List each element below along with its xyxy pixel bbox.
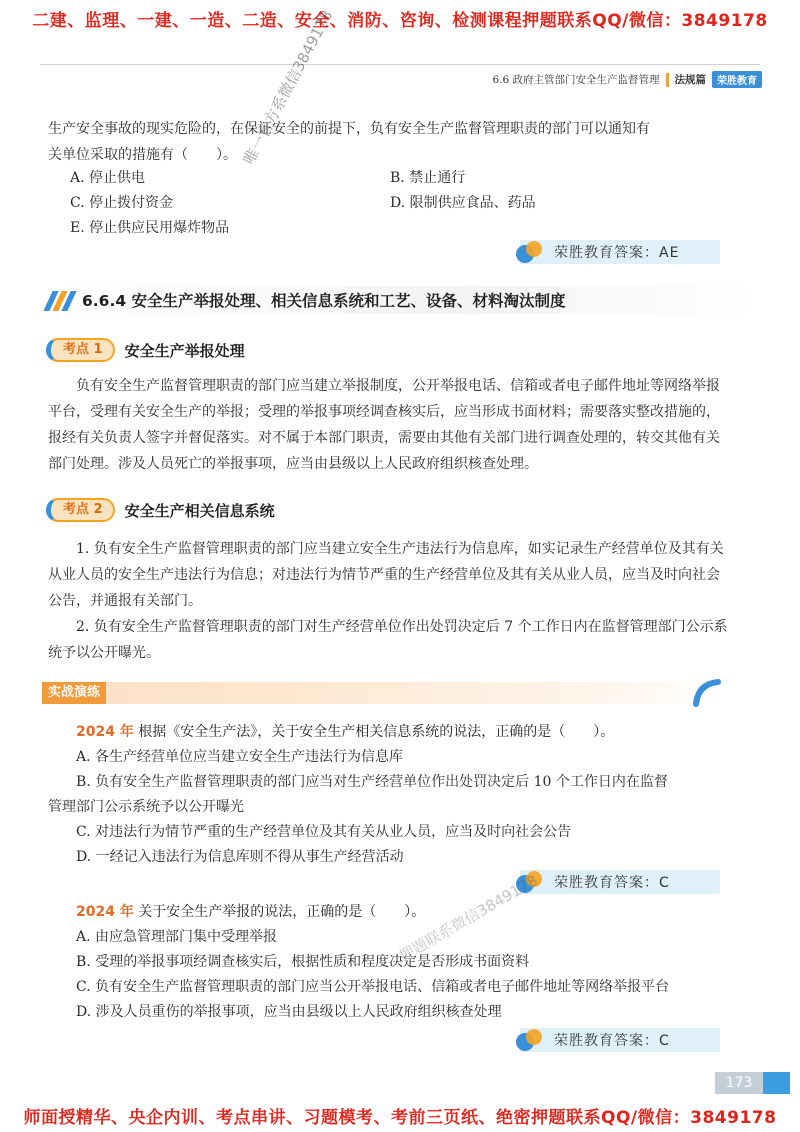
keypoint-2-tag: 考点 2 (46, 498, 115, 522)
practice-q2-option-a: A. 由应急管理部门集中受理举报 (76, 929, 278, 945)
practice-q1-option-c: C. 对违法行为情节严重的生产经营单位及其有关从业人员，应当及时向社会公告 (76, 824, 572, 840)
watermark-1: 唯一官方系微信3849178 (239, 7, 337, 168)
practice-q2-option-b: B. 受理的举报事项经调查核实后，根据性质和程度决定是否形成书面资料 (76, 954, 530, 970)
practice-q1-option-b-line1: B. 负有安全生产监督管理职责的部门应当对生产经营单位作出处罚决定后 10 个工作日内在监督 (76, 774, 668, 790)
practice-q1-option-a: A. 各生产经营单位应当建立安全生产违法行为信息库 (76, 749, 404, 765)
page-number: 173 (715, 1072, 763, 1094)
prev-question-stem (48, 116, 728, 168)
practice-q2-option-c: C. 负有安全生产监督管理职责的部门应当公开举报电话、信箱或者电子邮件地址等网络举报平台 (76, 979, 670, 995)
practice-q2-stem-text: 关于安全生产举报的说法，正确的是（ ）。 (138, 904, 426, 920)
bottom-promo-banner: 师面授精华、央企内训、考点串讲、习题模考、考前三页纸、绝密押题联系QQ/微信：3849178 (23, 1108, 777, 1128)
answer-cloud-icon (516, 1029, 546, 1051)
keypoint-2-item-1: 1. 负有安全生产监督管理职责的部门应当建立安全生产违法行为信息库，如实记录生产经营单位及其有关从业人员的安全生产违法行为信息；对违法行为情节严重的生产经营单位及其有关从业人员，应当及时向社会公告，并通报有关部门。 (48, 541, 724, 609)
practice-q1-option-b-line2: 管理部门公示系统予以公开曝光 (48, 799, 244, 815)
practice-q1-answer: 荣胜教育答案：C (554, 875, 670, 891)
prev-answer-text: 荣胜教育答案：AE (554, 245, 680, 261)
page-edge-tab (763, 1072, 790, 1094)
brand-logo: 荣胜教育 (712, 71, 762, 88)
prev-option-b: B. 禁止通行 (390, 170, 466, 186)
practice-q1-answer-bar (520, 870, 720, 894)
slash-decoration-icon (42, 289, 82, 311)
answer-cloud-icon (516, 241, 546, 263)
practice-q2-year: 2024 年 (76, 904, 134, 920)
section-heading (42, 286, 760, 314)
practice-header-bar (42, 682, 722, 704)
practice-q1-stem (48, 720, 728, 745)
running-head-category: 法规篇 (674, 74, 706, 86)
prev-question-stem-line2: 关单位采取的措施有（ ）。 (48, 147, 237, 163)
prev-option-c: C. 停止拨付资金 (70, 195, 174, 211)
keypoint-1-tag: 考点 1 (46, 338, 115, 362)
practice-q2-option-d: D. 涉及人员重伤的举报事项，应当由县级以上人民政府组织核查处理 (76, 1004, 502, 1020)
prev-option-a: A. 停止供电 (70, 170, 146, 186)
practice-q1-year: 2024 年 (76, 724, 134, 740)
practice-tag: 实战演练 (42, 682, 106, 704)
keypoint-1-title: 安全生产举报处理 (124, 341, 245, 360)
prev-question-options (70, 166, 710, 241)
keypoint-2-title: 安全生产相关信息系统 (124, 501, 275, 520)
running-head-separator (666, 73, 669, 87)
keypoint-1-paragraph: 负有安全生产监督管理职责的部门应当建立举报制度，公开举报电话、信箱或者电子邮件地址等网络举报平台，受理有关安全生产的举报；受理的举报事项经调查核实后，应当形成书面材料；需要落实整改措施的，报经有关负责人签字并督促落实。对不属于本部门职责，需要由其他有关部门进行调查处理的，转交其他有关部门处理。涉及人员死亡的举报事项，应当由县级以上人民政府组织核查处理。 (48, 378, 720, 472)
practice-q2-answer-bar (520, 1028, 720, 1052)
keypoint-2-item-2: 2. 负有安全生产监督管理职责的部门对生产经营单位作出处罚决定后 7 个工作日内在监督管理部门公示系统予以公开曝光。 (48, 619, 728, 661)
practice-q2-stem (48, 900, 728, 925)
prev-option-d: D. 限制供应食品、药品 (390, 195, 536, 211)
top-promo-banner: 二建、监理、一建、一造、二造、安全、消防、咨询、检测课程押题联系QQ/微信：3849178 (32, 11, 768, 31)
header-divider (40, 64, 760, 65)
running-head-section: 6.6 政府主管部门安全生产监督管理 (492, 74, 660, 86)
keypoint-1-header (46, 337, 245, 363)
practice-decoration-icon (692, 678, 722, 708)
section-title: 6.6.4 安全生产举报处理、相关信息系统和工艺、设备、材料淘汰制度 (82, 292, 566, 310)
prev-answer-bar (520, 240, 720, 264)
prev-option-e: E. 停止供应民用爆炸物品 (70, 220, 230, 236)
page-number-tab (715, 1072, 790, 1094)
practice-q1-stem-text: 根据《安全生产法》，关于安全生产相关信息系统的说法，正确的是（ ）。 (138, 724, 615, 740)
keypoint-2-header (46, 497, 275, 523)
running-head (492, 71, 762, 88)
practice-q2-answer: 荣胜教育答案：C (554, 1033, 670, 1049)
prev-question-stem-line1: 生产安全事故的现实危险的，在保证安全的前提下，负有安全生产监督管理职责的部门可以通知有 (48, 121, 650, 137)
watermark-2: 押题联系微信3849178 (396, 871, 541, 966)
practice-q1-option-d: D. 一经记入违法行为信息库则不得从事生产经营活动 (76, 849, 404, 865)
